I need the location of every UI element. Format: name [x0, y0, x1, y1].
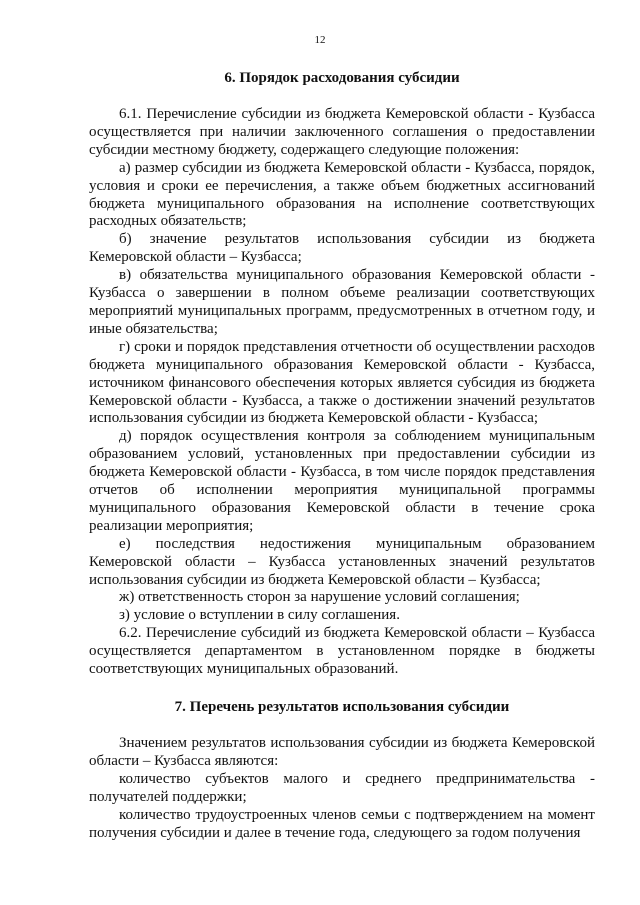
item-v: в) обязательства муниципального образования Кемеровской области - Кузбасса о завершении в полном объеме реализации соответствующих мероприятий муниципальных программ, предусмотренных в отчетном году, и иные обязательства; — [89, 267, 595, 337]
item-d: д) порядок осуществления контроля за соблюдением муниципальным образованием условий, установленных при предоставлении субсидии из бюджета Кемеровской области - Кузбасса, в том числе порядок представления отчетов об исполнении мероприятия муниципальной программы муниципального образования Кемеровской области в течение срока реализации мероприятия; — [89, 428, 595, 534]
item-e: е) последствия недостижения муниципальным образованием Кемеровской области – Кузбасса установленных значений результатов использования субсидии из бюджета Кемеровской области – Кузбасса; — [89, 535, 595, 588]
paragraph-7-intro: Значением результатов использования субсидии из бюджета Кемеровской области – Кузбасса являются: — [89, 735, 595, 769]
paragraph-6-2: 6.2. Перечисление субсидий из бюджета Кемеровской области – Кузбасса осуществляется департаментом в установленном порядке в бюджеты соответствующих муниципальных образований. — [89, 625, 595, 678]
paragraph-6-1: 6.1. Перечисление субсидии из бюджета Кемеровской области - Кузбасса осуществляется при наличии заключенного соглашения о предоставлении субсидии местному бюджету, содержащего следующие положения: — [89, 106, 595, 158]
result-item-1: количество субъектов малого и среднего предпринимательства - получателей поддержки; — [89, 770, 595, 805]
item-a: а) размер субсидии из бюджета Кемеровской области - Кузбасса, порядок, условия и сроки ее перечисления, а также объем бюджетных ассигнований бюджета муниципального образования на исполнение соответствующих расходных обязательств; — [89, 159, 595, 230]
section-6-heading: 6. Порядок расходования субсидии — [224, 70, 460, 86]
item-zh: ж) ответственность сторон за нарушение условий соглашения; — [119, 589, 520, 606]
section-7-heading: 7. Перечень результатов использования субсидии — [174, 699, 510, 715]
item-b: б) значение результатов использования субсидии из бюджета Кемеровской области – Кузбасса; — [89, 231, 595, 266]
page-number: 12 — [314, 34, 326, 46]
result-item-2: количество трудоустроенных членов семьи с подтверждением на момент получения субсидии и далее в течение года, следующего за годом получения — [89, 806, 595, 841]
item-g: г) сроки и порядок представления отчетности об осуществлении расходов бюджета муниципального образования Кемеровской области - Кузбасса, источником финансового обеспечения которых является субсидия из бюджета Кемеровской области - Кузбасса, а также о достижении значений результатов использования субсидии из бюджета Кемеровской области - Кузбасса; — [89, 338, 595, 427]
document-body — [89, 60, 595, 842]
item-z: з) условие о вступлении в силу соглашения. — [119, 607, 400, 624]
